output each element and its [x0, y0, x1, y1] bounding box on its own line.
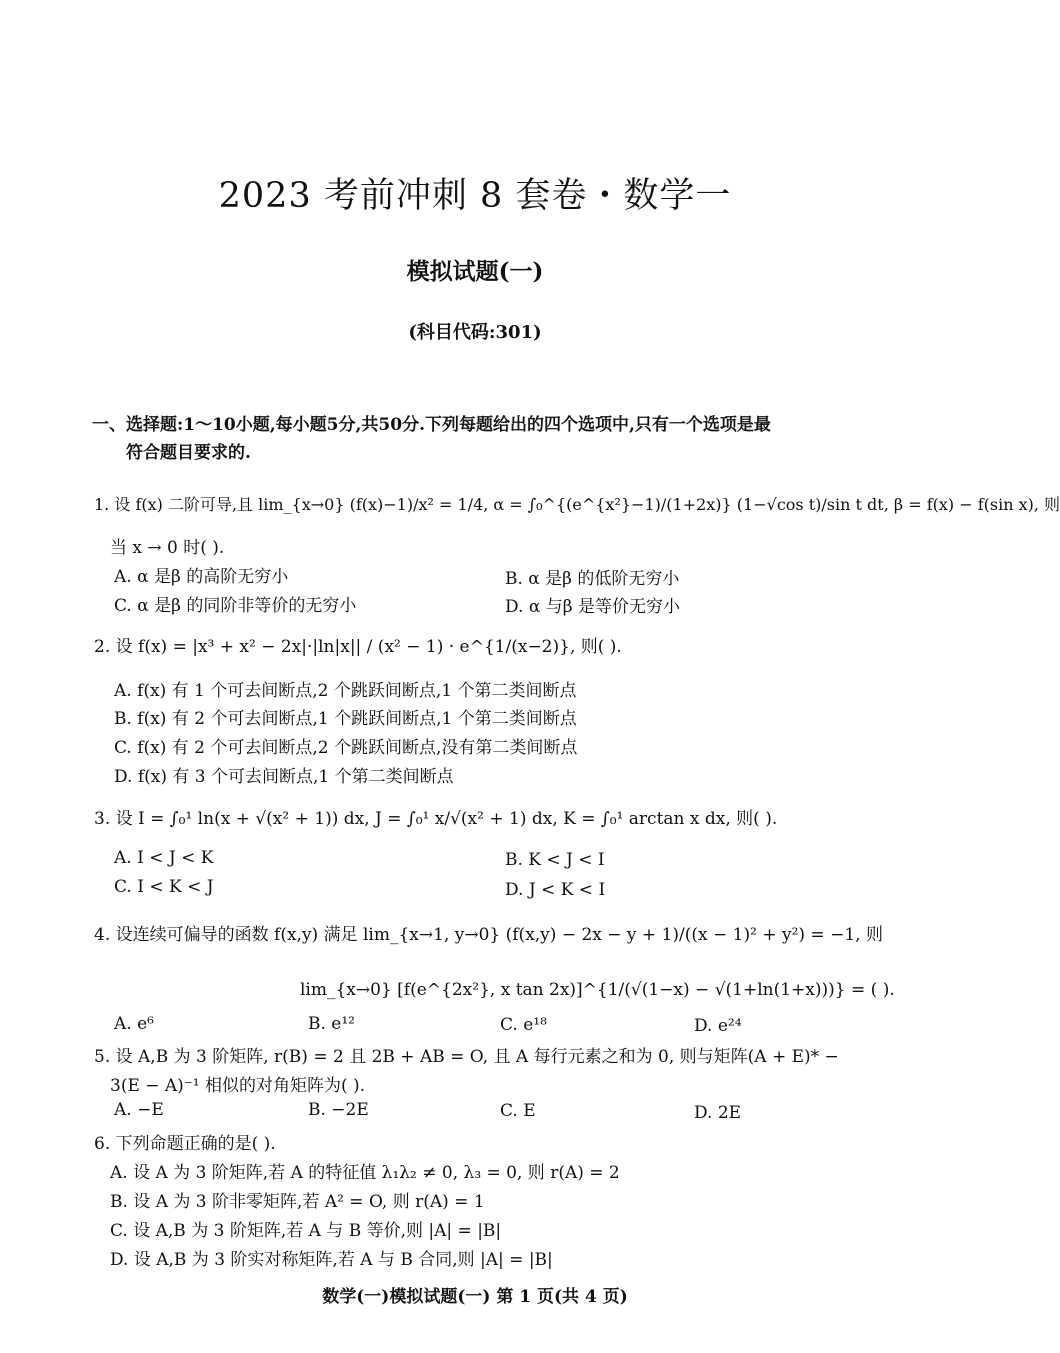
question-6-option-a: A. 设 A 为 3 阶矩阵,若 A 的特征值 λ₁λ₂ ≠ 0, λ₃ = 0, 则 r(A) = 2	[110, 1163, 620, 1183]
question-6-option-c: C. 设 A,B 为 3 阶矩阵,若 A 与 B 等价,则 |A| = |B|	[110, 1221, 502, 1241]
question-1-option-b: B. α 是β 的低阶无穷小	[505, 569, 680, 589]
question-3-stem: 3. 设 I = ∫₀¹ ln(x + √(x² + 1)) dx, J = ∫₀¹ x/√(x² + 1) dx, K = ∫₀¹ arctan x dx, 则( ).	[94, 809, 778, 829]
question-5-stem: 5. 设 A,B 为 3 阶矩阵, r(B) = 2 且 2B + AB = O, 且 A 每行元素之和为 0, 则与矩阵(A + E)* −	[94, 1047, 839, 1067]
question-3-option-a: A. I < J < K	[114, 848, 214, 868]
question-5-stem-cont: 3(E − A)⁻¹ 相似的对角矩阵为( ).	[110, 1076, 366, 1096]
question-2-option-d: D. f(x) 有 3 个可去间断点,1 个第二类间断点	[114, 767, 454, 787]
question-4-option-b: B. e¹²	[308, 1014, 355, 1034]
page-title: 2023 考前冲刺 8 套卷・数学一	[218, 176, 732, 216]
page-footer: 数学(一)模拟试题(一) 第 1 页(共 4 页)	[322, 1287, 628, 1307]
exam-subtitle: 模拟试题(一)	[406, 258, 544, 285]
question-1-stem-cont: 当 x → 0 时( ).	[110, 538, 225, 558]
question-5-option-d: D. 2E	[694, 1103, 742, 1123]
question-3-option-d: D. J < K < I	[505, 880, 606, 900]
section-header-line1: 一、选择题:1～10小题,每小题5分,共50分.下列每题给出的四个选项中,只有一个选项是最	[92, 415, 771, 435]
question-6-stem: 6. 下列命题正确的是( ).	[94, 1134, 276, 1154]
question-4-stem: 4. 设连续可偏导的函数 f(x,y) 满足 lim_{x→1, y→0} (f(x,y) − 2x − y + 1)/((x − 1)² + y²) = −1, 则	[94, 925, 883, 945]
question-4-option-c: C. e¹⁸	[500, 1015, 547, 1035]
question-1-stem: 1. 设 f(x) 二阶可导,且 lim_{x→0} (f(x)−1)/x² = 1/4, α = ∫₀^{(e^{x²}−1)/(1+2x)} (1−√cos t)/sin t dt, β = f(x) − f(sin x), 则	[94, 495, 1060, 514]
question-6-option-b: B. 设 A 为 3 阶非零矩阵,若 A² = O, 则 r(A) = 1	[110, 1192, 485, 1212]
question-1-option-d: D. α 与β 是等价无穷小	[505, 597, 680, 617]
question-2-option-b: B. f(x) 有 2 个可去间断点,1 个跳跃间断点,1 个第二类间断点	[114, 709, 577, 729]
question-4-limit-expression: lim_{x→0} [f(e^{2x²}, x tan 2x)]^{1/(√(1−x) − √(1+ln(1+x)))} = ( ).	[300, 980, 895, 1000]
question-4-option-d: D. e²⁴	[694, 1016, 742, 1036]
question-5-option-c: C. E	[500, 1101, 536, 1121]
question-2-option-c: C. f(x) 有 2 个可去间断点,2 个跳跃间断点,没有第二类间断点	[114, 738, 578, 758]
question-2-stem: 2. 设 f(x) = |x³ + x² − 2x|·|ln|x|| / (x² − 1) · e^{1/(x−2)}, 则( ).	[94, 637, 622, 657]
question-1-option-a: A. α 是β 的高阶无穷小	[114, 567, 289, 587]
question-3-option-b: B. K < J < I	[505, 850, 605, 870]
question-2-option-a: A. f(x) 有 1 个可去间断点,2 个跳跃间断点,1 个第二类间断点	[114, 681, 577, 701]
question-6-option-d: D. 设 A,B 为 3 阶实对称矩阵,若 A 与 B 合同,则 |A| = |B|	[110, 1250, 553, 1270]
question-1-option-c: C. α 是β 的同阶非等价的无穷小	[114, 596, 357, 616]
question-3-option-c: C. I < K < J	[114, 877, 214, 897]
section-header-line2: 符合题目要求的.	[126, 443, 251, 463]
question-5-option-b: B. −2E	[308, 1100, 369, 1120]
subject-code: (科目代码:301)	[408, 322, 542, 343]
question-4-option-a: A. e⁶	[114, 1014, 154, 1034]
question-5-option-a: A. −E	[114, 1100, 164, 1120]
